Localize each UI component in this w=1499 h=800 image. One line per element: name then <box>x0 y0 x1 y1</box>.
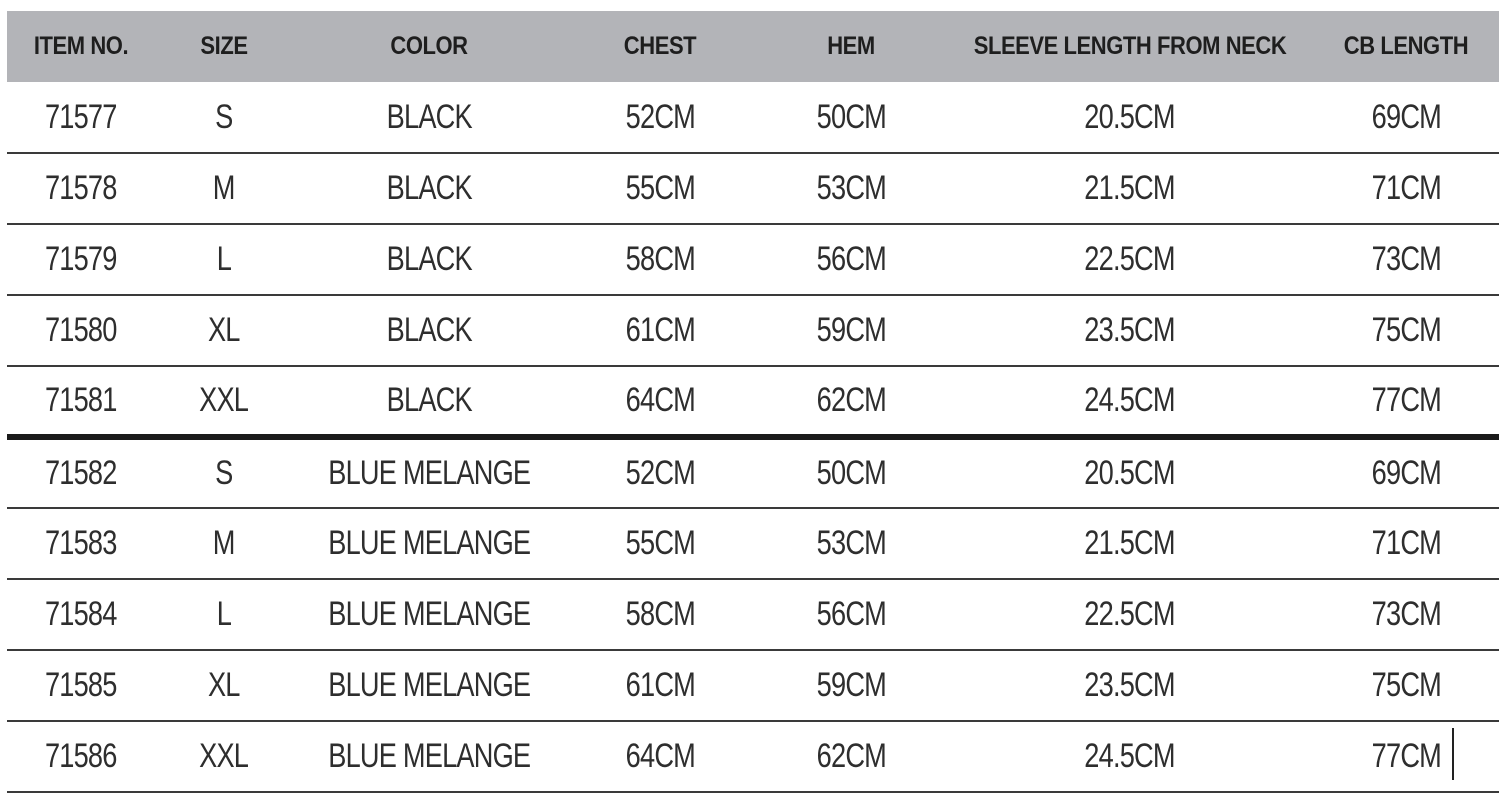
cell-hem: 50CM <box>816 454 886 492</box>
cell-chest: 52CM <box>625 454 695 492</box>
cell-size: XXL <box>199 737 249 775</box>
header-cb-length: CB LENGTH <box>1343 32 1469 60</box>
cell-size: M <box>213 169 235 207</box>
table-body <box>7 82 1499 792</box>
cell-size: S <box>215 97 233 136</box>
header-color: COLOR <box>390 32 468 60</box>
cell-chest: 64CM <box>625 737 695 775</box>
cell-chest: 58CM <box>625 595 695 633</box>
cell-item-no: 71577 <box>45 97 117 136</box>
table-row <box>7 82 1499 153</box>
table-row <box>7 721 1499 792</box>
cell-size: S <box>215 454 233 492</box>
header-row <box>7 11 1499 82</box>
cell-item-no: 71583 <box>45 524 117 562</box>
cell-sleeve-length: 22.5CM <box>1084 240 1176 278</box>
cell-chest: 58CM <box>625 240 695 278</box>
header-sleeve-length: SLEEVE LENGTH FROM NECK <box>973 32 1287 60</box>
cell-color: BLACK <box>386 97 472 136</box>
cell-size: L <box>216 240 232 278</box>
cell-cb-length: 71CM <box>1371 169 1441 207</box>
header-chest: CHEST <box>623 32 697 60</box>
cell-chest: 55CM <box>625 169 695 207</box>
cell-item-no: 71582 <box>45 454 117 492</box>
cell-color: BLACK <box>386 381 472 419</box>
cell-size: XXL <box>199 381 249 419</box>
cell-chest: 61CM <box>625 311 695 349</box>
cell-cb-length: 73CM <box>1371 595 1441 633</box>
cell-hem: 53CM <box>816 169 886 207</box>
cell-sleeve-length: 21.5CM <box>1084 524 1176 562</box>
table-header <box>7 11 1499 82</box>
cell-color: BLACK <box>386 169 472 207</box>
cell-item-no: 71579 <box>45 240 117 278</box>
cell-sleeve-length: 23.5CM <box>1084 666 1176 704</box>
cell-sleeve-length: 24.5CM <box>1084 381 1176 419</box>
size-chart-table <box>7 11 1499 793</box>
cell-cb-length: 75CM <box>1371 666 1441 704</box>
cell-hem: 50CM <box>816 97 886 136</box>
header-size: SIZE <box>200 32 248 60</box>
cell-sleeve-length: 21.5CM <box>1084 169 1176 207</box>
cell-color: BLUE MELANGE <box>327 666 531 704</box>
cell-color: BLUE MELANGE <box>327 454 531 492</box>
cell-sleeve-length: 20.5CM <box>1084 97 1176 136</box>
table-row <box>7 437 1499 508</box>
cell-hem: 59CM <box>816 666 886 704</box>
cell-item-no: 71585 <box>45 666 117 704</box>
table-row <box>7 650 1499 721</box>
cell-cb-length: 69CM <box>1371 97 1441 136</box>
cell-sleeve-length: 22.5CM <box>1084 595 1176 633</box>
header-item-no: ITEM NO. <box>33 32 129 60</box>
cell-size: XL <box>208 311 240 349</box>
cell-hem: 62CM <box>816 381 886 419</box>
cell-color: BLUE MELANGE <box>327 737 531 775</box>
cell-color: BLUE MELANGE <box>327 524 531 562</box>
cell-cb-length: 69CM <box>1371 454 1441 492</box>
cell-item-no: 71580 <box>45 311 117 349</box>
table-row <box>7 295 1499 366</box>
cell-hem: 56CM <box>816 595 886 633</box>
cell-cb-length: 75CM <box>1371 311 1441 349</box>
table-row <box>7 153 1499 224</box>
cell-item-no: 71586 <box>45 737 117 775</box>
cell-color: BLUE MELANGE <box>327 595 531 633</box>
cell-chest: 55CM <box>625 524 695 562</box>
cell-sleeve-length: 20.5CM <box>1084 454 1176 492</box>
table-row <box>7 579 1499 650</box>
cell-hem: 53CM <box>816 524 886 562</box>
cell-color: BLACK <box>386 311 472 349</box>
cell-cb-length: 77CM <box>1371 381 1441 419</box>
cell-hem: 56CM <box>816 240 886 278</box>
cell-cb-length: 73CM <box>1371 240 1441 278</box>
cell-chest: 64CM <box>625 381 695 419</box>
table-row <box>7 366 1499 437</box>
cell-hem: 59CM <box>816 311 886 349</box>
cell-cb-length: 77CM <box>1371 737 1441 775</box>
table-row <box>7 224 1499 295</box>
cell-size: M <box>213 524 235 562</box>
cell-hem: 62CM <box>816 737 886 775</box>
cell-chest: 52CM <box>625 97 695 136</box>
cell-item-no: 71581 <box>45 381 117 419</box>
header-hem: HEM <box>827 32 875 60</box>
cell-size: L <box>216 595 232 633</box>
cell-cb-length: 71CM <box>1371 524 1441 562</box>
cell-color: BLACK <box>386 240 472 278</box>
cell-sleeve-length: 24.5CM <box>1084 737 1176 775</box>
table-row <box>7 508 1499 579</box>
text-cursor <box>1452 728 1454 780</box>
cell-sleeve-length: 23.5CM <box>1084 311 1176 349</box>
cell-chest: 61CM <box>625 666 695 704</box>
cell-size: XL <box>208 666 240 704</box>
cell-item-no: 71584 <box>45 595 117 633</box>
cell-item-no: 71578 <box>45 169 117 207</box>
